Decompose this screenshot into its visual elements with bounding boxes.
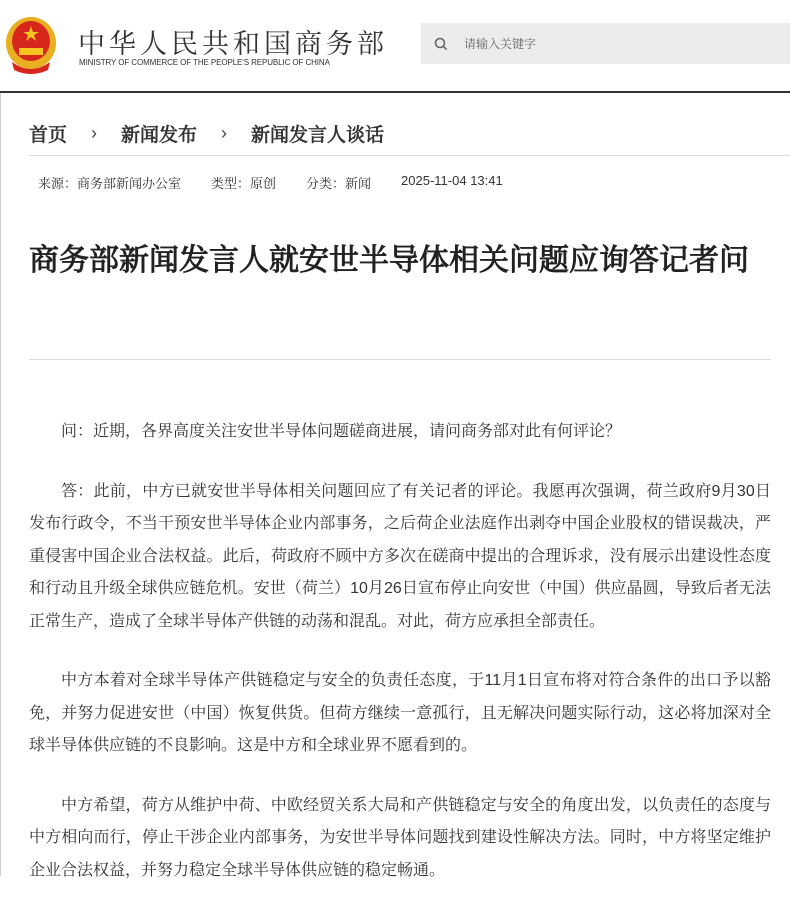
search-icon[interactable] — [434, 37, 448, 51]
search-box[interactable] — [421, 23, 790, 64]
chevron-right-icon: › — [91, 123, 98, 143]
meta-datetime: 2025-11-04 13:41 — [401, 173, 503, 188]
breadcrumb-home[interactable]: 首页 — [29, 125, 68, 146]
site-header — [0, 0, 790, 93]
chevron-right-icon: › — [221, 123, 228, 143]
site-name-en: MINISTRY OF COMMERCE OF THE PEOPLE'S REPUBLIC OF CHINA — [79, 58, 330, 67]
meta-category: 分类：新闻 — [306, 176, 372, 191]
paragraph: 中方希望，荷方从维护中荷、中欧经贸关系大局和产供链稳定与安全的角度出发，以负责任的态度与中方相向而行，停止干涉企业内部事务，为安世半导体问题找到建设性解决方法。同时，中方将坚定维护企业合法权益，并努力稳定全球半导体供应链的稳定畅通。 — [29, 796, 771, 879]
meta-source: 来源：商务部新闻办公室 — [38, 176, 182, 191]
article-container — [0, 93, 790, 879]
divider — [29, 359, 771, 360]
meta-type: 类型：原创 — [211, 176, 277, 191]
search-input[interactable] — [464, 37, 744, 51]
paragraph-answer: 答：此前，中方已就安世半导体相关问题回应了有关记者的评论。我愿再次强调，荷兰政府9月30日发布行政令，不当干预安世半导体企业内部事务，之后荷企业法庭作出剥夺中国企业股权的错误裁决，严重侵害中国企业合法权益。此后，荷政府不顾中方多次在磋商中提出的合理诉求，没有展示出建设性态度和行动且升级全球供应链危机。安世（荷兰）10月26日宣布停止向安世（中国）供应晶圆，导致后者无法正常生产，造成了全球半导体产供链的动荡和混乱。对此，荷方应承担全部责任。 — [29, 482, 771, 630]
breadcrumb-news-release[interactable]: 新闻发布 — [121, 125, 198, 146]
article-body — [29, 416, 771, 914]
divider — [29, 155, 790, 156]
article-meta — [38, 173, 533, 192]
site-name-cn[interactable]: 中华人民共和国商务部 — [78, 29, 388, 59]
paragraph: 中方本着对全球半导体产供链稳定与安全的负责任态度，于11月1日宣布将对符合条件的出口予以豁免，并努力促进安世（中国）恢复供货。但荷方继续一意孤行，且无解决问题实际行动，这必将加深对全球半导体供应链的不良影响。这是中方和全球业界不愿看到的。 — [29, 672, 771, 754]
article-title: 商务部新闻发言人就安世半导体相关问题应询答记者问 — [29, 244, 749, 277]
breadcrumb-spokesperson[interactable]: 新闻发言人谈话 — [251, 125, 385, 146]
national-emblem-icon[interactable] — [4, 16, 58, 74]
breadcrumb — [29, 120, 384, 147]
paragraph-question: 问：近期，各界高度关注安世半导体问题磋商进展，请问商务部对此有何评论？ — [61, 423, 622, 440]
